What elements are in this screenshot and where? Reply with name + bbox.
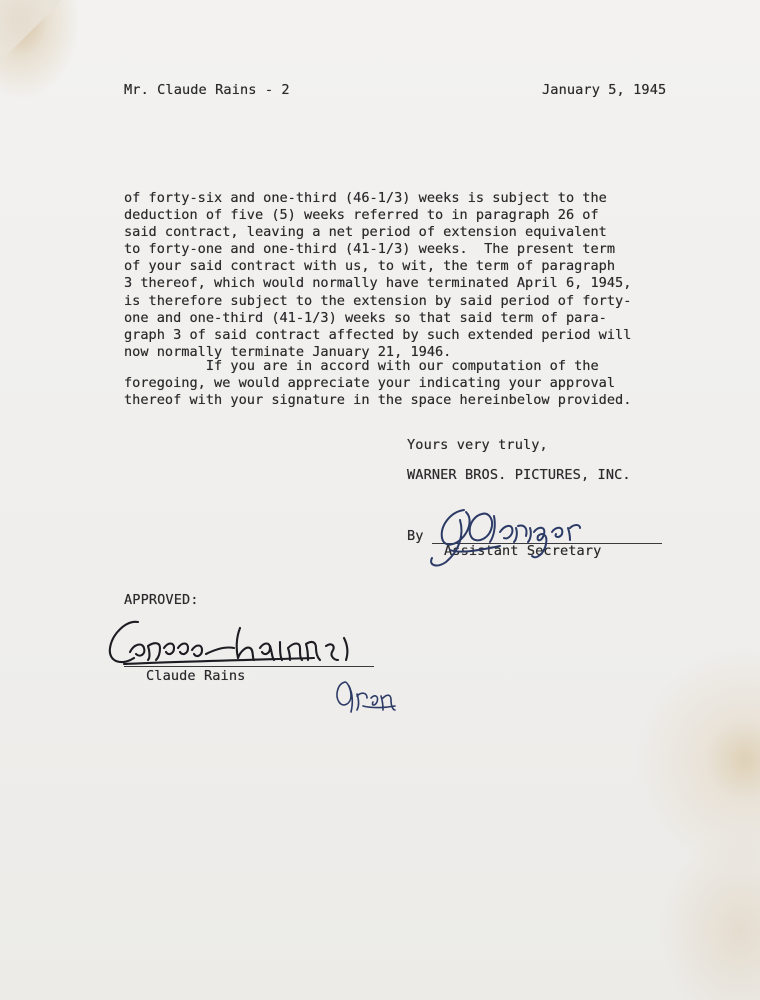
paragraph-line: thereof with your signature in the space hereinbelow provided. [124,392,632,409]
paragraph-line: one and one-third (41-1/3) weeks so that said term of para- [124,309,607,326]
header-date: January 5, 1945 [542,82,667,98]
handwritten-initials [333,676,401,718]
paragraph-line: 3 thereof, which would normally have terminated April 6, 1945, [124,275,632,292]
paragraph-2 [124,358,631,409]
paragraph-line: graph 3 of said contract affected by such extended period will [124,326,632,343]
paragraph-line: to forty-one and one-third (41-1/3) weeks. The present term [124,241,616,258]
header-recipient-page: Mr. Claude Rains - 2 [124,82,290,98]
signer-title: Assistant Secretary [444,543,602,559]
paragraph-1 [124,190,631,361]
by-label: By [407,528,424,544]
signature-line-approver [124,666,374,667]
approver-name: Claude Rains [146,668,246,684]
paragraph-line: is therefore subject to the extension by said period of forty- [124,292,632,309]
approved-label: APPROVED: [124,592,199,608]
paragraph-line: foregoing, we would appreciate your indicating your approval [124,375,616,392]
paper-corner-fold [0,0,62,62]
signature-assistant-secretary [420,498,635,573]
paragraph-line: of your said contract with us, to wit, the term of paragraph [124,258,616,275]
paragraph-line: If you are in accord with our computation of the [124,358,599,374]
paragraph-line: deduction of five (5) weeks referred to in paragraph 26 of [124,207,599,224]
signature-claude-rains [104,612,384,672]
paragraph-line: said contract, leaving a net period of extension equivalent [124,224,607,241]
company-name: WARNER BROS. PICTURES, INC. [407,467,631,483]
paragraph-line: of forty-six and one-third (46-1/3) weeks is subject to the [124,190,607,206]
paragraph-line: now normally terminate January 21, 1946. [124,343,452,360]
closing-salutation: Yours very truly, [407,437,548,453]
